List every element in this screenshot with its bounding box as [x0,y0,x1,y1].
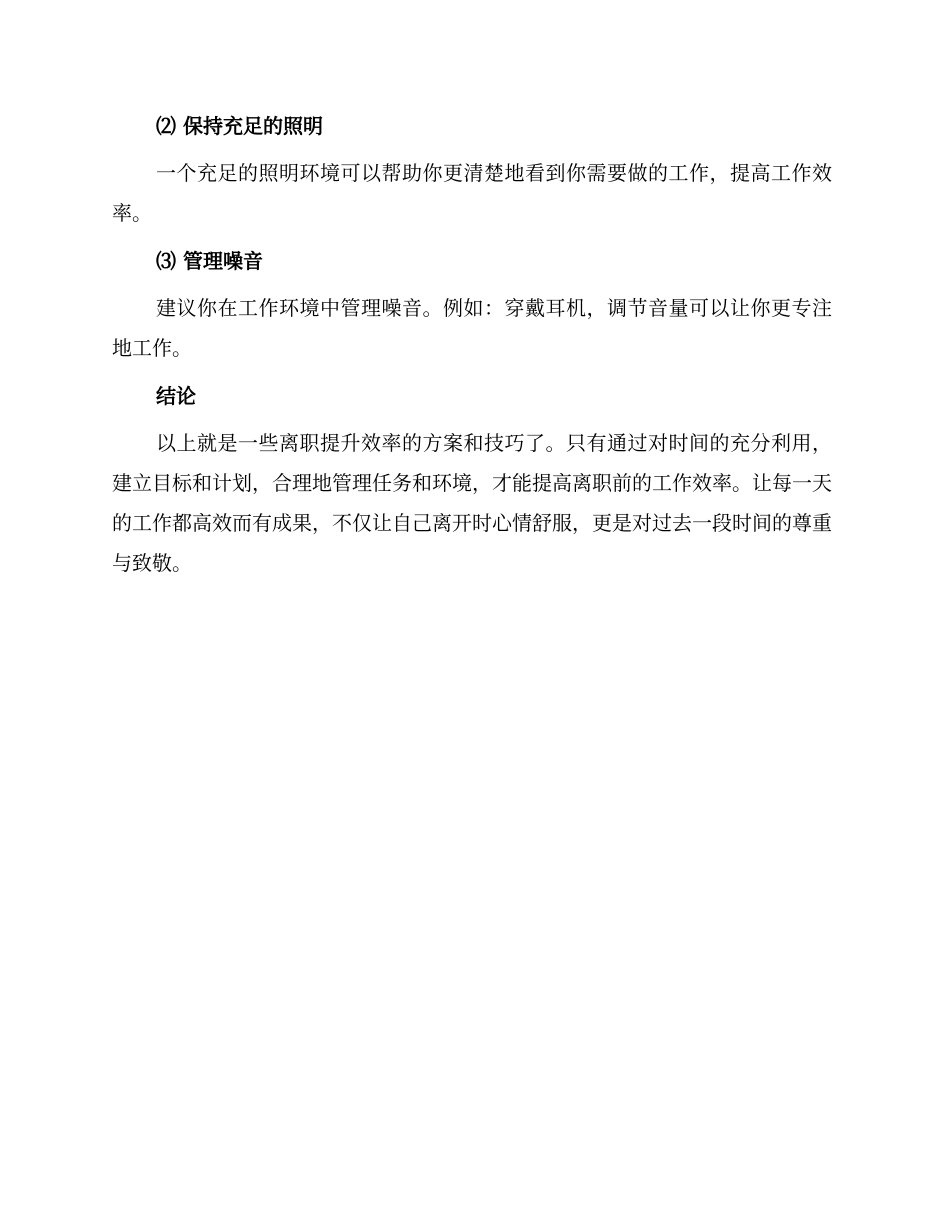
section-heading: ⑶ 管理噪音 [156,249,263,273]
section-heading: ⑵ 保持充足的照明 [156,114,323,138]
section-noise [112,243,832,368]
document-page [112,108,832,593]
section-paragraph: 一个充足的照明环境可以帮助你更清楚地看到你需要做的工作，提高工作效率。 [112,161,832,225]
section-paragraph: 建议你在工作环境中管理噪音。例如：穿戴耳机，调节音量可以让你更专注地工作。 [112,296,832,360]
section-lighting [112,108,832,233]
section-paragraph: 以上就是一些离职提升效率的方案和技巧了。只有通过对时间的充分利用，建立目标和计划，合理地管理任务和环境，才能提高离职前的工作效率。让每一天的工作都高效而有成果，不仅让自己离开时心情舒服，更是对过去一段时间的尊重与致敬。 [112,431,832,575]
section-heading: 结论 [156,384,196,408]
section-conclusion [112,378,832,583]
